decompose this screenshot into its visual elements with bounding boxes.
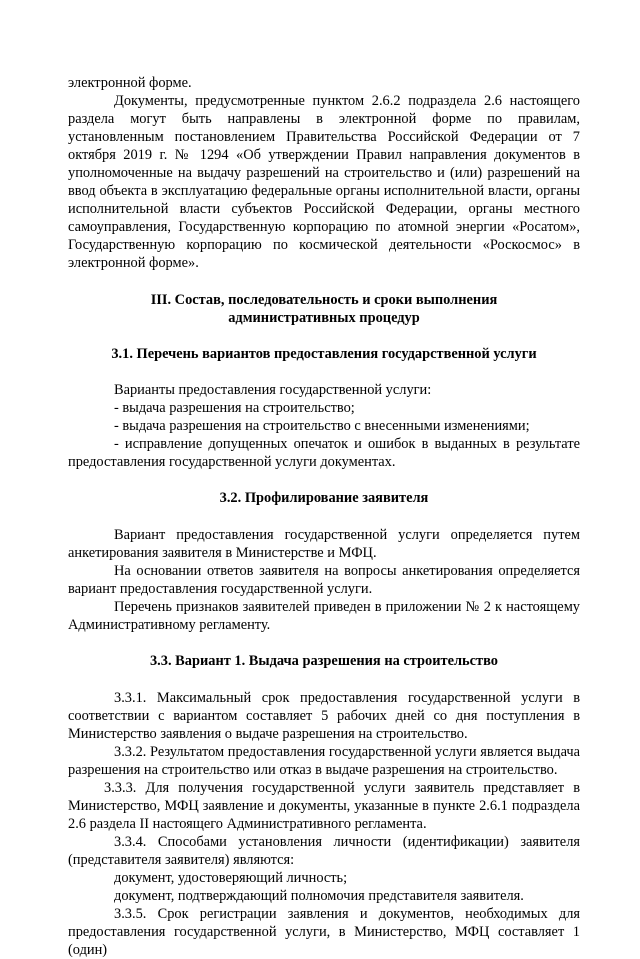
section-title: [68, 291, 580, 327]
clause-3-3-4: 3.3.4. Способами установления личности (идентификации) заявителя (представителя заявителя) являются:: [68, 834, 580, 868]
variants-intro: Варианты предоставления государственной услуги:: [114, 382, 432, 398]
heading-3-2: 3.2. Профилирование заявителя: [219, 490, 429, 506]
profiling-paragraph-2: На основании ответов заявителя на вопросы анкетирования определяется вариант предоставления государственной услуги.: [68, 563, 580, 597]
paragraph-electronic-docs: Документы, предусмотренные пунктом 2.6.2 подраздела 2.6 настоящего раздела могут быть направлены в электронной форме по правилам, установленным постановлением Правительства Российской Федерации от 7 октября 2019 г. № 1294 «Об утверждении Правил направления документов в уполномоченные на выдачу разрешений на строительство и (или) разрешений на ввод объекта в эксплуатацию федеральные органы исполнительной власти, органы исполнительной власти субъектов Российской Федерации, органы местного самоуправления, Государственную корпорацию по атомной энергии «Росатом», Государственную корпорацию по космической деятельности «Роскосмос» в электронной форме».: [68, 93, 580, 271]
clause-3-3-3: 3.3.3. Для получения государственной услуги заявитель представляет в Министерство, МФЦ заявление и документы, указанные в пункте 2.6.1 подраздела 2.6 раздела II настоящего Административного регламента.: [68, 780, 580, 832]
profiling-paragraph-3: Перечень признаков заявителей приведен в приложении № 2 к настоящему Административному регламенту.: [68, 599, 580, 633]
clause-3-3-2: 3.3.2. Результатом предоставления государственной услуги является выдача разрешения на строительство или отказ в выдаче разрешения на строительство.: [68, 744, 580, 778]
profiling-paragraph-1: Вариант предоставления государственной услуги определяется путем анкетирования заявителя в Министерстве и МФЦ.: [68, 527, 580, 561]
clause-3-3-1: 3.3.1. Максимальный срок предоставления государственной услуги в соответствии с вариантом составляет 5 рабочих дней со дня поступления в Министерство заявления о выдаче разрешения на строительство.: [68, 690, 580, 742]
variant-item-1: - выдача разрешения на строительство;: [114, 400, 355, 416]
document-body: [68, 74, 580, 959]
section-title-line2: административных процедур: [228, 310, 420, 326]
clause-3-3-4-item-b: документ, подтверждающий полномочия представителя заявителя.: [114, 888, 524, 904]
paragraph-continuation: электронной форме.: [68, 75, 192, 91]
variant-item-3: - исправление допущенных опечаток и ошибок в выданных в результате предоставления государственной услуги документах.: [68, 436, 580, 470]
variant-item-2: - выдача разрешения на строительство с внесенными изменениями;: [114, 418, 530, 434]
variants-list: [68, 381, 580, 471]
clause-3-3-4-item-a: документ, удостоверяющий личность;: [114, 870, 348, 886]
heading-3-1: 3.1. Перечень вариантов предоставления государственной услуги: [111, 346, 537, 362]
section-title-line1: III. Состав, последовательность и сроки выполнения: [150, 292, 498, 308]
clause-3-3-5: 3.3.5. Срок регистрации заявления и документов, необходимых для предоставления государственной услуги, в Министерство, МФЦ составляет 1 (один): [68, 906, 580, 958]
heading-3-3: 3.3. Вариант 1. Выдача разрешения на строительство: [149, 653, 498, 669]
